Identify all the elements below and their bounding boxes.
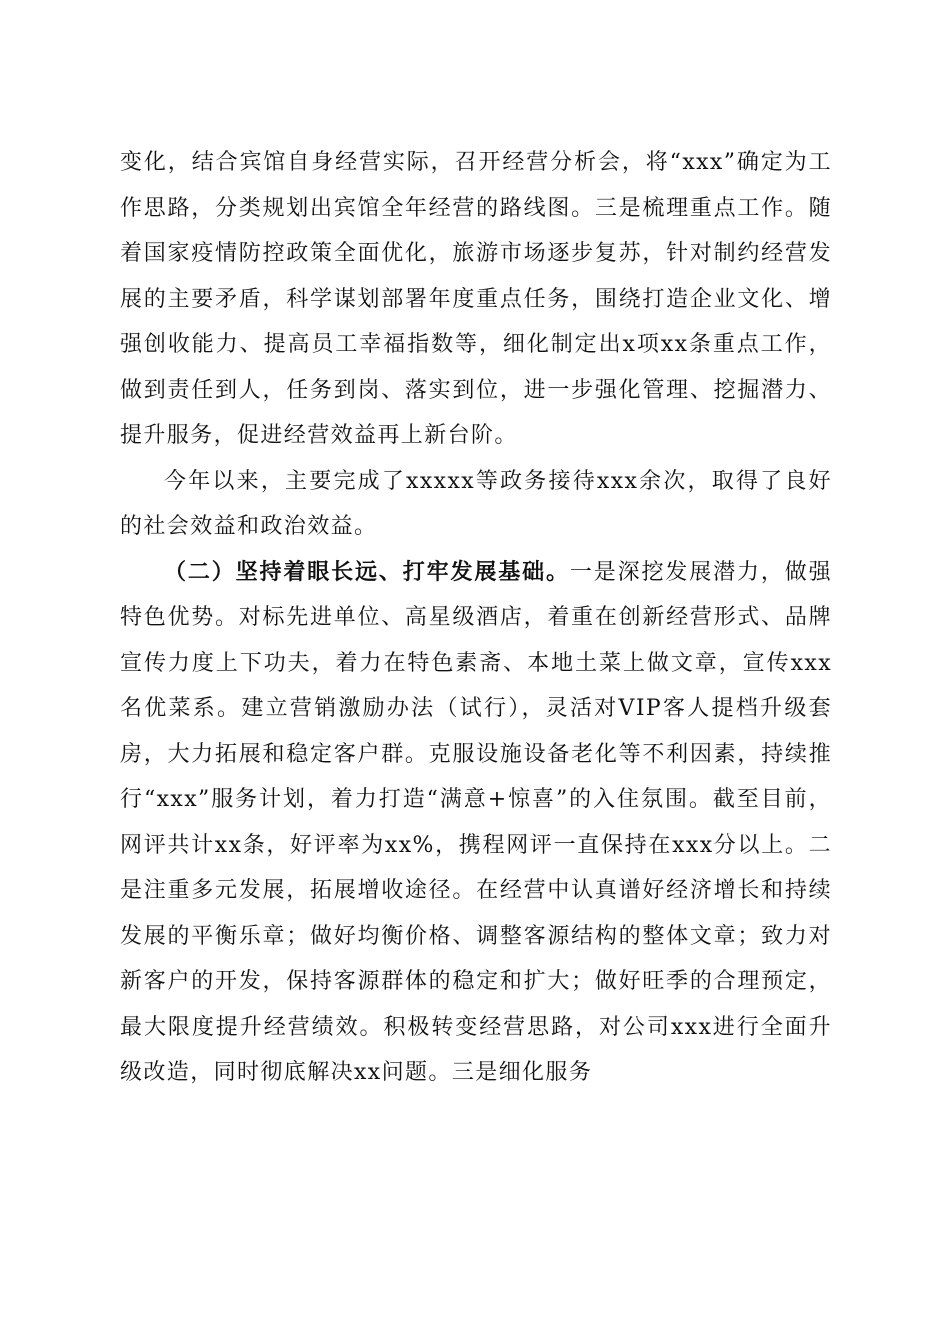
section-body-text: 一是深挖发展潜力，做强特色优势。对标先进单位、高星级酒店，着重在创新经营形式、品牌宣传力度上下功夫，着力在特色素斋、本地土菜上做文章，宣传xxx名优菜系。建立营销激励办法（试行），灵活对VIP客人提档升级套房，大力拓展和稳定客户群。克服设施设备老化等不利因素，持续推行“xxx”服务计划，着力打造“满意+惊喜”的入住氛围。截至目前，网评共计xx条，好评率为xx%，携程网评一直保持在xxx分以上。二是注重多元发展，拓展增收途径。在经营中认真谱好经济增长和持续发展的平衡乐章；做好均衡价格、调整客源结构的整体文章；致力对新客户的开发，保持客源群体的稳定和扩大；做好旺季的合理预定，最大限度提升经营绩效。积极转变经营思路，对公司xxx进行全面升级改造，同时彻底解决xx问题。三是细化服务: [120, 559, 832, 1085]
document-body: [120, 140, 832, 1096]
paragraph-continuation: 变化，结合宾馆自身经营实际，召开经营分析会，将“xxx”确定为工作思路，分类规划出宾馆全年经营的路线图。三是梳理重点工作。随着国家疫情防控政策全面优化，旅游市场逐步复苏，针对制约经营发展的主要矛盾，科学谋划部署年度重点任务，围绕打造企业文化、增强创收能力、提高员工幸福指数等，细化制定出x项xx条重点工作，做到责任到人，任务到岗、落实到位，进一步强化管理、挖掘潜力、提升服务，促进经营效益再上新台阶。: [120, 150, 832, 448]
paragraph-reception-summary: 今年以来，主要完成了xxxxx等政务接待xxx余次，取得了良好的社会效益和政治效益。: [120, 468, 832, 539]
paragraph-section-two: [120, 550, 832, 1096]
section-heading: （二）坚持着眼长远、打牢发展基础。: [164, 558, 570, 585]
